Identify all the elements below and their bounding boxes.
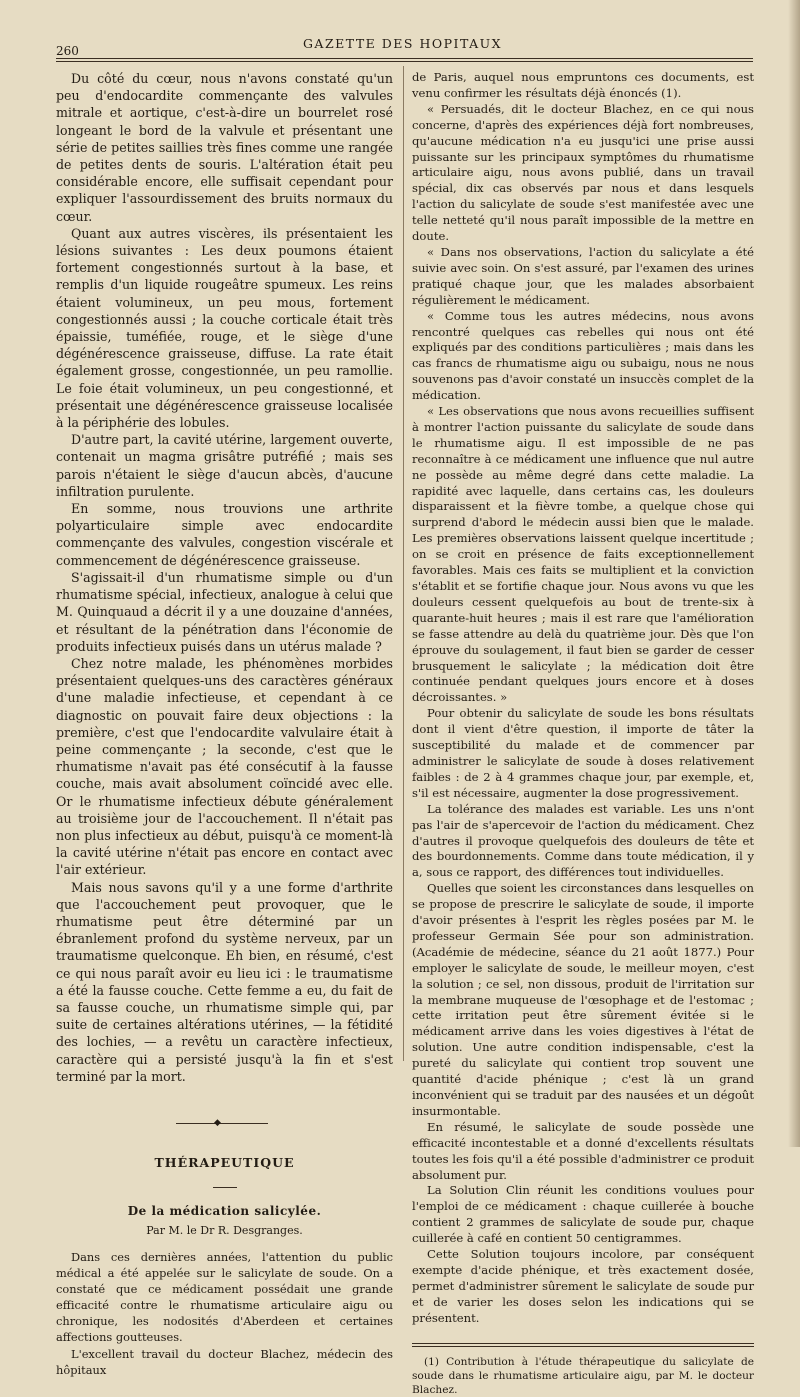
paragraph: La tolérance des malades est variable. Les uns n'ont pas l'air de s'apercevoir de l'action du médicament. Chez d'autres il provoque quelquefois des douleurs de tête et des bourdonnements. Comme dans toute médication, il y a, sous ce rapport, des différences tout individuelles.: [412, 801, 754, 880]
paragraph: Quant aux autres viscères, ils présentaient les lésions suivantes : Les deux poumons étaient fortement congestionnés surtout à la base, et remplis d'un liquide rougeâtre spumeux. Les reins étaient volumineux, un peu mous, fortement congestionnés aussi ; la couche corticale était très épaissie, tuméfiée, rouge, et le siège d'une dégénérescence graisseuse, diffuse. La rate était également grosse, congestionnée, un peu ramollie. Le foie était volumineux, un peu congestionné, et présentait une dégénérescence graisseuse localisée à la périphérie des lobules.: [56, 225, 393, 431]
paragraph: Mais nous savons qu'il y a une forme d'arthrite que l'accouchement peut provoquer, que le rhumatisme peut être déterminé par un ébranlement profond du système nerveux, par un traumatisme quelconque. Eh bien, en résumé, c'est ce qui nous paraît avoir eu lieu ici : le traumatisme a été la fausse couche. Cette femme a eu, du fait de sa fausse couche, un rhumatisme simple qui, par suite de certaines altérations utérines, — la fétidité des lochies, — a revêtu un caractère infectieux, caractère qui a persisté jusqu'à la fin et s'est terminé par la mort.: [56, 879, 393, 1084]
paragraph: « Les observations que nous avons recueillies suffisent à montrer l'action puissante du salicylate de soude dans le rhumatisme aigu. Il est impossible de ne pas reconnaître à ce médicament une influence que nul autre ne possède au même degré dans cette maladie. La rapidité avec laquelle, dans certains cas, les douleurs disparaissent et la fièvre tombe, a quelque chose qui surprend d'abord le médecin aussi bien que le malade. Les premières observations laissent quelque incertitude ; on se croit en présence de faits exceptionnellement favorables. Mais ces faits se multiplient et la conviction s'établit et se fortifie chaque jour. Nous avons vu que les douleurs cessent quelquefois au bout de trente-six à quarante-huit heures ; mais il est rare que l'amélioration se fasse attendre au delà du quatrième jour. Dès que l'on éprouve du soulagement, il faut bien se garder de cesser brusquement le salicylate ; la médication doit être continuée pendant quelques jours encore et à doses décroissantes. »: [412, 404, 754, 705]
column-separator: [403, 66, 404, 1061]
paragraph: « Comme tous les autres médecins, nous avons rencontré quelques cas rebelles qui nous ont été expliqués par des conditions particulières ; mais dans les cas francs de rhumatisme aigu ou subaigu, nous ne nous souvenons pas d'avoir constaté un insuccès complet de la médication.: [412, 308, 754, 403]
ornamental-separator: [56, 1113, 393, 1135]
article-title: De la médication salicylée.: [127, 1203, 322, 1218]
section-title: THÉRAPEUTIQUE: [154, 1154, 295, 1170]
running-title: GAZETTE DES HOPITAUX: [302, 36, 503, 51]
header-rule: [56, 58, 753, 59]
paragraph: La Solution Clin réunit les conditions voulues pour l'emploi de ce médicament : chaque cuillerée à bouche contient 2 grammes de salicylate de soude pur, chaque cuillerée à café en contient 50 centigrammes.: [412, 1183, 754, 1246]
left-column: [56, 70, 393, 1378]
right-column: [412, 70, 754, 1397]
page-edge-shadow: [788, 0, 800, 1147]
paragraph: Quelles que soient les circonstances dans lesquelles on se propose de prescrire le salicylate de soude, il importe d'avoir présentes à l'esprit les règles posées par M. le professeur Germain Sée pour son administration. (Académie de médecine, séance du 21 août 1877.) Pour employer le salicylate de soude, le meilleur moyen, c'est la solution ; ce sel, non dissous, produit de l'irritation sur la membrane muqueuse de l'œsophage et de l'estomac ; cette irritation peut être sûrement évitée si le médicament arrive dans les voies digestives à l'état de solution. Une autre condition indispensable, c'est la pureté du salicylate qui contient trop souvent une quantité d'acide phénique ; c'est là un grand inconvénient qui se traduit par des nausées et un dégoût insurmontable.: [412, 881, 754, 1118]
article-author: Par M. le Dr R. Desgranges.: [146, 1223, 303, 1237]
paragraph: L'excellent travail du docteur Blachez, médecin des hôpitaux: [56, 1346, 393, 1377]
header-rule-double: [56, 61, 753, 62]
page-header: [50, 36, 755, 56]
paragraph: « Dans nos observations, l'action du salicylate a été suivie avec soin. On s'est assuré, par l'examen des urines pratiqué chaque jour, que les malades absorbaient régulièrement le médicament.: [412, 244, 754, 307]
paragraph: Cette Solution toujours incolore, par conséquent exempte d'acide phénique, et très exactement dosée, permet d'administrer sûrement le salicylate de soude pur et de varier les doses selon les indications qui se présentent.: [412, 1247, 754, 1325]
paragraph: de Paris, auquel nous empruntons ces documents, est venu confirmer les résultats déjà énoncés (1).: [412, 70, 754, 100]
paragraph: S'agissait-il d'un rhumatisme simple ou d'un rhumatisme spécial, infectieux, analogue à celui que M. Quinquaud a décrit il y a une douzaine d'années, et résultant de la pénétration dans l'économie de produits infectieux puisés dans un utérus malade ?: [56, 569, 393, 654]
paragraph: D'autre part, la cavité utérine, largement ouverte, contenait un magma grisâtre putréfié ; mais ses parois n'étaient le siège d'aucun abcès, d'aucune infiltration purulente.: [56, 432, 393, 499]
diamond-ornament-icon: ◆: [214, 1117, 221, 1128]
footnote: (1) Contribution à l'étude thérapeutique du salicylate de soude dans le rhumatisme articulaire aigu, par M. le docteur Blachez.: [412, 1355, 754, 1396]
paragraph: Pour obtenir du salicylate de soude les bons résultats dont il vient d'être question, il importe de tâter la susceptibilité du malade et de commencer par administrer le salicylate de soude à doses relativement faibles : de 2 à 4 grammes chaque jour, par exemple, et, s'il est nécessaire, augmenter la dose progressivement.: [412, 706, 754, 800]
paragraph: « Persuadés, dit le docteur Blachez, en ce qui nous concerne, d'après des expériences déjà fort nombreuses, qu'aucune médication n'a eu jusqu'ici une prise aussi puissante sur les principaux symptômes du rhumatisme articulaire aigu, nous avons publié, dans un travail spécial, dix cas observés par nous et dans lesquels l'action du salicylate de soude s'est manifestée avec une telle netteté qu'il nous paraît impossible de la mettre en doute.: [412, 101, 754, 244]
separator-line: [176, 1123, 268, 1124]
page-number: 260: [56, 44, 79, 58]
paragraph: Chez notre malade, les phénomènes morbides présentaient quelques-uns des caractères généraux d'une maladie infectieuse, et cependant à ce diagnostic on pouvait faire deux objections : la première, c'est que l'endocardite valvulaire était à peine commençante ; la seconde, c'est que le rhumatisme n'avait pas été consécutif à la fausse couche, mais avait absolument coïncidé avec elle. Or le rhumatisme infectieux débute généralement au troisième jour de l'accouchement. Il n'était pas non plus infectieux au début, puisqu'à ce moment-là la cavité utérine n'était pas encore en contact avec l'air extérieur.: [56, 655, 393, 878]
paragraph: En résumé, le salicylate de soude possède une efficacité incontestable et a donné d'excellents résultats toutes les fois qu'il a été possible d'administrer ce produit absolument pur.: [412, 1119, 754, 1182]
section-rule: [213, 1187, 237, 1188]
footnote-rule: [412, 1343, 754, 1344]
paragraph: En somme, nous trouvions une arthrite polyarticulaire simple avec endocardite commençante des valvules, congestion viscérale et commencement de dégénérescence graisseuse.: [56, 501, 393, 568]
paragraph: Du côté du cœur, nous n'avons constaté qu'un peu d'endocardite commençante des valvules mitrale et aortique, c'est-à-dire un bourrelet rosé longeant le bord de la valvule et présentant une série de petites saillies très fines comme une rangée de petites dents de souris. L'altération était peu considérable encore, elle suffisait cependant pour expliquer l'assourdissement des bruits normaux du cœur.: [56, 71, 393, 224]
footnote-rule-double: [412, 1346, 754, 1347]
paragraph: Dans ces dernières années, l'attention du public médical a été appelée sur le salicylate de soude. On a constaté que ce médicament possédait une grande efficacité contre le rhumatisme articulaire aigu ou chronique, les nodosités d'Aberdeen et certaines affections goutteuses.: [56, 1249, 393, 1345]
